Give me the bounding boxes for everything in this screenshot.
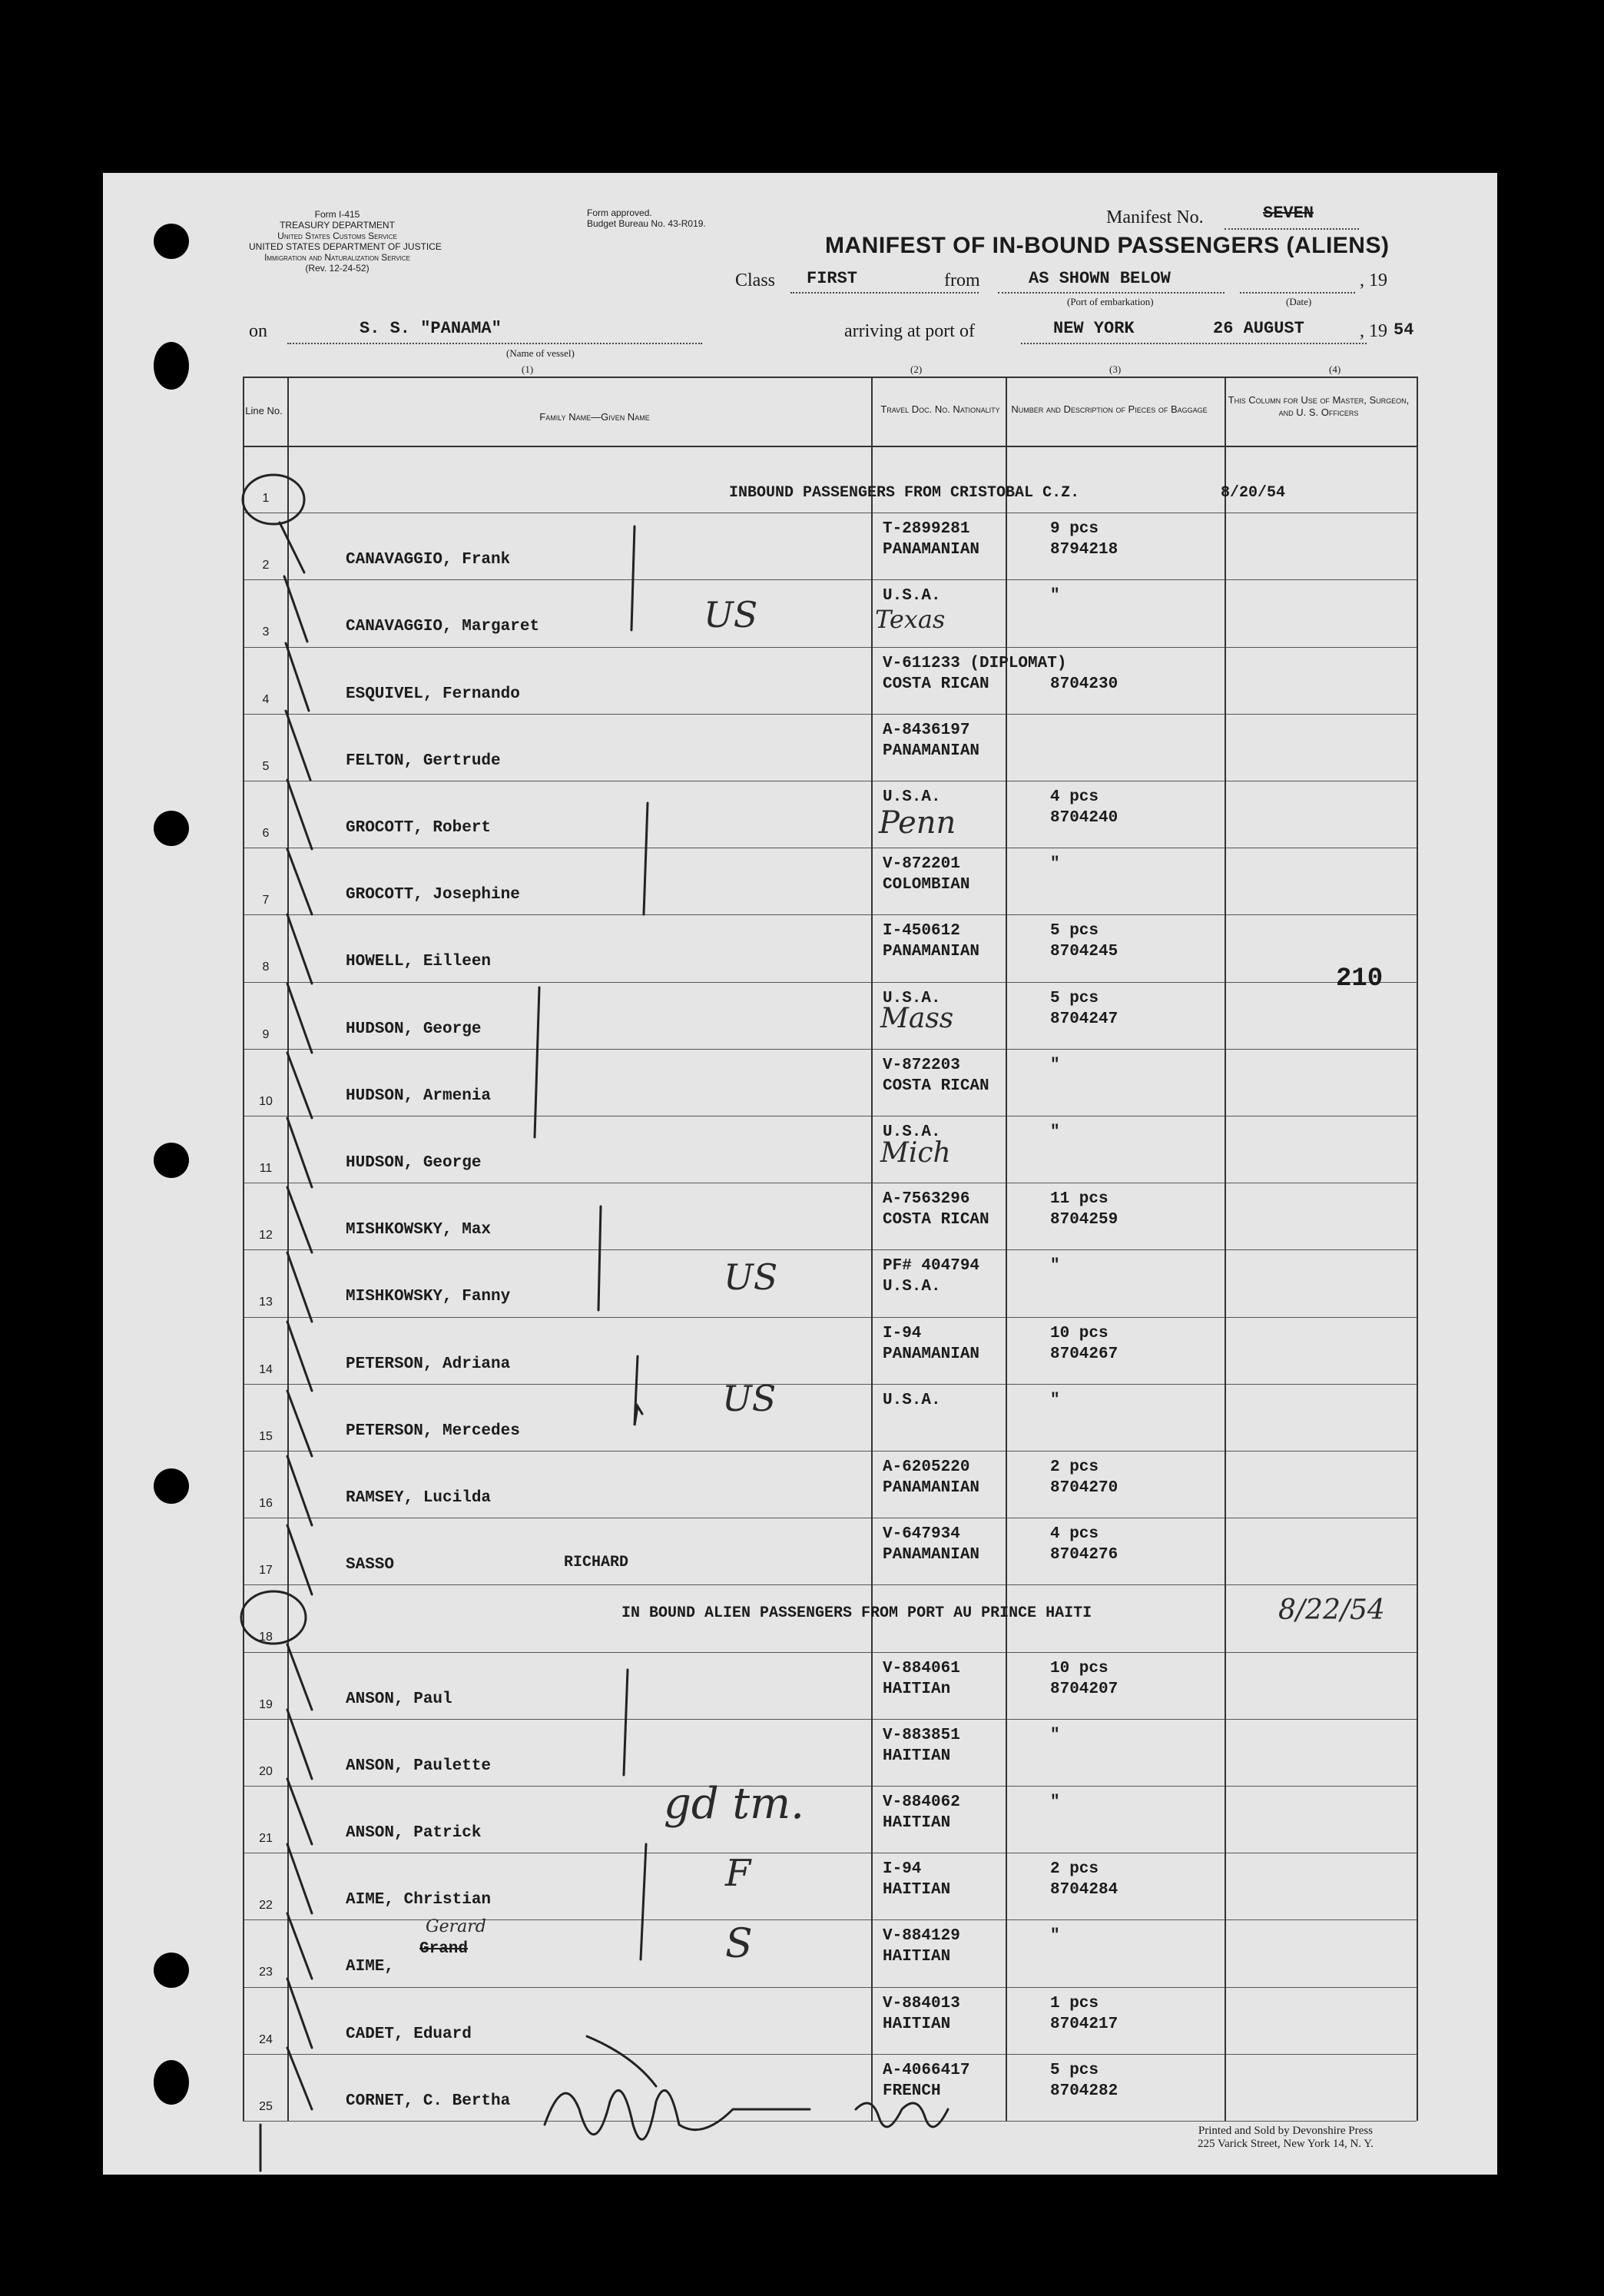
passenger-name: HOWELL, Eilleen: [346, 953, 492, 971]
col2-number: (2): [910, 363, 923, 375]
treasury-dept: TREASURY DEPARTMENT: [280, 220, 395, 231]
hand-note-texas: Texas: [875, 605, 946, 634]
nationality: HAITIAN: [883, 1747, 951, 1765]
bracket-stroke-7: [641, 1844, 646, 1959]
col-header-line-text: Line No.: [245, 405, 283, 416]
circle-line-1: [243, 475, 304, 524]
baggage-pieces: 10 pcs: [1050, 1324, 1109, 1342]
passenger-name: PETERSON, Adriana: [346, 1355, 511, 1373]
travel-doc-number: T-2899281: [883, 520, 970, 539]
col4-number: (4): [1329, 363, 1341, 375]
passenger-name: GROCOTT, Robert: [346, 819, 492, 837]
baggage-tag: 8704240: [1050, 809, 1118, 827]
date-value: 26 AUGUST: [1213, 319, 1304, 338]
baggage-tag: 8704245: [1050, 943, 1118, 961]
travel-doc-number: A-4066417: [883, 2061, 970, 2079]
baggage-tag: 8704259: [1050, 1211, 1118, 1229]
bracket-stroke-3: [535, 987, 539, 1137]
baggage-pieces: 10 pcs: [1050, 1659, 1109, 1677]
budget-bureau: Budget Bureau No. 43-R019.: [587, 218, 706, 229]
baggage-pieces: 5 pcs: [1050, 2061, 1099, 2079]
class-label: Class: [735, 270, 776, 290]
baggage-pieces: 5 pcs: [1050, 989, 1099, 1007]
passenger-name: FELTON, Gertrude: [346, 752, 501, 770]
travel-doc-number: A-7563296: [883, 1190, 970, 1209]
travel-doc-number: V-884013: [883, 1994, 960, 2012]
baggage-pieces: 9 pcs: [1050, 520, 1099, 539]
row-line-number: 4: [262, 692, 270, 706]
nationality: HAITIAN: [883, 1881, 951, 1900]
nationality: HAITIAN: [883, 2015, 951, 2033]
manifest-title: MANIFEST OF IN-BOUND PASSENGERS (ALIENS): [825, 233, 1390, 258]
baggage-pieces: ": [1050, 1123, 1060, 1141]
row-line-number: 25: [259, 2099, 273, 2113]
nationality: PANAMANIAN: [883, 943, 980, 961]
baggage-tag: 8704217: [1050, 2015, 1118, 2033]
travel-doc-number: V-884061: [883, 1659, 960, 1677]
nationality: COSTA RICAN: [883, 675, 989, 693]
hand-note-us-1: US: [704, 594, 758, 635]
justice-dept: UNITED STATES DEPARTMENT OF JUSTICE: [249, 241, 442, 252]
passenger-name: ESQUIVEL, Fernando: [346, 685, 520, 703]
row-line-number: 2: [262, 559, 270, 572]
printer-credit: [1198, 2125, 1374, 2151]
baggage-tag: 8704230: [1050, 675, 1118, 693]
section-1-date: 8/20/54: [1221, 484, 1286, 502]
row-line-number: 6: [262, 827, 270, 840]
baggage-tag: 8794218: [1050, 541, 1118, 559]
handwritten-marks: [103, 173, 1497, 2175]
row-line-number: 22: [259, 1899, 273, 1913]
hand-note-f: F: [725, 1852, 751, 1895]
baggage-pieces: ": [1050, 587, 1060, 606]
customs-service: United States Customs Service: [277, 231, 397, 241]
passenger-name: MISHKOWSKY, Fanny: [346, 1288, 511, 1306]
hand-note-s: S: [725, 1921, 753, 1967]
passenger-name: HUDSON, George: [346, 1020, 482, 1038]
vessel-caption: (Name of vessel): [506, 347, 575, 359]
row-line-number: 12: [259, 1229, 273, 1243]
col-header-name-text: Family Name—Given Name: [539, 411, 650, 423]
nationality: COSTA RICAN: [883, 1211, 989, 1229]
nationality: PANAMANIAN: [883, 1345, 980, 1363]
row-line-number: 3: [262, 625, 270, 639]
row-line-number: 8: [262, 961, 270, 974]
year-prefix-1: , 19: [1360, 270, 1387, 290]
aime-handwritten-name: Gerard: [426, 1917, 486, 1936]
row-line-number: 20: [259, 1764, 273, 1778]
printer-line-2: 225 Varick Street, New York 14, N. Y.: [1198, 2138, 1374, 2150]
baggage-tag: 8704284: [1050, 1881, 1118, 1900]
travel-doc-number: A-8436197: [883, 721, 970, 739]
baggage-pieces: ": [1050, 1927, 1060, 1946]
baggage-tag: 8704270: [1050, 1479, 1118, 1497]
col-header-baggage-text: Number and Description of Pieces of Baggage: [1011, 403, 1208, 415]
travel-doc-number: U.S.A.: [883, 788, 941, 806]
baggage-pieces: 2 pcs: [1050, 1458, 1099, 1476]
col-header-officers-text: This Column for Use of Master, Surgeon, and U. S. Officers: [1228, 394, 1410, 418]
row-line-number: 11: [259, 1162, 273, 1175]
travel-doc-number: I-94: [883, 1860, 922, 1879]
col3-number: (3): [1109, 363, 1122, 375]
manifest-no-label: Manifest No.: [1106, 207, 1204, 227]
baggage-tag: 8704207: [1050, 1680, 1118, 1698]
row-line-number: 19: [259, 1697, 273, 1711]
hand-note-mich: Mich: [880, 1137, 951, 1169]
baggage-pieces: ": [1050, 1391, 1060, 1409]
passenger-name: AIME,: [346, 1958, 395, 1976]
date-caption: (Date): [1286, 296, 1312, 307]
vessel-value: S. S. "PANAMA": [360, 319, 502, 338]
row-line-number: 9: [262, 1027, 270, 1041]
row-line-number: 21: [259, 1832, 273, 1845]
baggage-pieces: ": [1050, 1056, 1060, 1074]
nationality: PANAMANIAN: [883, 1546, 980, 1564]
baggage-pieces: 4 pcs: [1050, 788, 1099, 806]
nationality: HAITIAn: [883, 1680, 951, 1698]
hand-note-gdtm: gd tm.: [664, 1779, 804, 1829]
baggage-pieces: 11 pcs: [1050, 1190, 1109, 1209]
form-number: Form I-415: [314, 209, 360, 220]
row-line-number: 24: [259, 2032, 273, 2046]
baggage-pieces: 5 pcs: [1050, 922, 1099, 941]
row-line-number: 15: [259, 1429, 273, 1443]
hand-note-us-3: US: [722, 1378, 777, 1419]
travel-doc-number: I-450612: [883, 922, 960, 941]
travel-doc-number: V-883851: [883, 1726, 960, 1744]
nationality: PANAMANIAN: [883, 742, 980, 760]
manifest-no-value: SEVEN: [1263, 204, 1314, 223]
arriving-label: arriving at port of: [844, 321, 975, 341]
nationality: COLOMBIAN: [883, 876, 970, 894]
line-ticks: [260, 523, 312, 2171]
passenger-name: GROCOTT, Josephine: [346, 886, 520, 904]
row-line-number: 1: [262, 492, 270, 505]
travel-doc-number: U.S.A.: [883, 1391, 941, 1409]
travel-doc-number: U.S.A.: [883, 587, 941, 606]
year-value: 54: [1394, 320, 1414, 340]
row-line-number: 17: [259, 1564, 273, 1578]
printer-line-1: Printed and Sold by Devonshire Press: [1198, 2125, 1373, 2137]
vessel-col-num: (1): [522, 363, 534, 375]
nationality: HAITIAN: [883, 1948, 951, 1966]
row-line-number: 5: [262, 759, 270, 773]
sasso-given-name: RICHARD: [564, 1554, 629, 1571]
cadet-scribble: [587, 2036, 656, 2086]
travel-doc-number: V-884129: [883, 1927, 960, 1946]
officer-number: 210: [1336, 964, 1384, 994]
travel-doc-number: U.S.A.: [883, 989, 941, 1007]
bracket-stroke-2: [644, 803, 648, 914]
baggage-tag: 8704267: [1050, 1345, 1118, 1363]
baggage-pieces: 4 pcs: [1050, 1525, 1099, 1544]
row-line-number: 16: [259, 1497, 273, 1510]
baggage-pieces: 1 pcs: [1050, 1994, 1099, 2012]
passenger-name: RAMSEY, Lucilda: [346, 1489, 492, 1507]
passenger-name: ANSON, Paulette: [346, 1757, 492, 1775]
circle-line-18: [241, 1591, 306, 1644]
travel-doc-number: V-872201: [883, 855, 960, 874]
row-line-number: 23: [259, 1966, 273, 1979]
bracket-stroke-5: [635, 1356, 642, 1425]
from-value: AS SHOWN BELOW: [1029, 269, 1171, 288]
passenger-name: MISHKOWSKY, Max: [346, 1221, 492, 1239]
travel-doc-number: V-611233 (DIPLOMAT): [883, 654, 1067, 672]
travel-doc-number: V-872203: [883, 1056, 960, 1074]
passenger-name: CANAVAGGIO, Frank: [346, 551, 511, 569]
nationality: HAITIAN: [883, 1814, 951, 1832]
row-line-number: 14: [259, 1362, 273, 1376]
passenger-name: CORNET, C. Bertha: [346, 2092, 511, 2110]
passenger-name: PETERSON, Mercedes: [346, 1422, 520, 1440]
passenger-name: SASSO: [346, 1556, 395, 1574]
passenger-name: HUDSON, George: [346, 1154, 482, 1172]
baggage-tag: 8704276: [1050, 1546, 1118, 1564]
year-prefix-2: , 19: [1360, 321, 1387, 341]
form-revision: (Rev. 12-24-52): [305, 263, 370, 274]
baggage-pieces: ": [1050, 1257, 1060, 1276]
on-label: on: [249, 321, 267, 341]
baggage-pieces: ": [1050, 855, 1060, 874]
port-value: NEW YORK: [1053, 319, 1135, 338]
passenger-name: ANSON, Paul: [346, 1690, 452, 1708]
travel-doc-number: V-884062: [883, 1793, 960, 1811]
bracket-stroke-6: [624, 1670, 628, 1775]
signature-scribble: [545, 2090, 948, 2139]
nationality: PANAMANIAN: [883, 1479, 980, 1497]
row-line-number: 7: [262, 894, 270, 907]
port-embark-caption: (Port of embarkation): [1067, 296, 1154, 307]
passenger-name: HUDSON, Armenia: [346, 1087, 492, 1105]
travel-doc-number: V-647934: [883, 1525, 960, 1544]
col-header-travel-text: Travel Doc. No. Nationality: [880, 403, 1000, 415]
baggage-pieces: 2 pcs: [1050, 1860, 1099, 1879]
hand-note-us-2: US: [724, 1256, 778, 1298]
travel-doc-number: PF# 404794: [883, 1257, 980, 1276]
baggage-tag: 8704282: [1050, 2082, 1118, 2100]
section-1-heading: INBOUND PASSENGERS FROM CRISTOBAL C.Z.: [729, 484, 1080, 502]
section-2-heading: IN BOUND ALIEN PASSENGERS FROM PORT AU PRINCE HAITI: [621, 1604, 1092, 1622]
row-line-number: 18: [259, 1631, 273, 1644]
baggage-pieces: ": [1050, 1793, 1060, 1811]
travel-doc-number: U.S.A.: [883, 1123, 941, 1141]
from-label: from: [944, 270, 980, 290]
travel-doc-number: I-94: [883, 1324, 922, 1342]
class-value: FIRST: [807, 269, 858, 288]
travel-doc-number: A-6205220: [883, 1458, 970, 1476]
row-line-number: 13: [259, 1296, 273, 1309]
hand-note-penn: Penn: [879, 805, 956, 841]
nationality: U.S.A.: [883, 1278, 941, 1296]
passenger-name: AIME, Christian: [346, 1891, 492, 1909]
passenger-name: ANSON, Patrick: [346, 1824, 482, 1842]
manifest-paper: [103, 173, 1497, 2175]
nationality: PANAMANIAN: [883, 541, 980, 559]
nationality: COSTA RICAN: [883, 1077, 989, 1095]
section-2-date: 8/22/54: [1278, 1594, 1385, 1626]
baggage-pieces: ": [1050, 1726, 1060, 1744]
passenger-name: CANAVAGGIO, Margaret: [346, 618, 540, 636]
hand-note-mass: Mass: [880, 1003, 954, 1034]
row-line-number: 10: [259, 1094, 273, 1108]
bracket-stroke-1: [631, 526, 635, 630]
bracket-stroke-4: [598, 1206, 601, 1310]
ins-service: Immigration and Naturalization Service: [264, 252, 410, 263]
aime-struck-name: Grand: [419, 1940, 469, 1958]
form-approved: Form approved.: [587, 207, 652, 218]
passenger-name: CADET, Eduard: [346, 2025, 472, 2043]
nationality: FRENCH: [883, 2082, 941, 2100]
baggage-tag: 8704247: [1050, 1010, 1118, 1028]
